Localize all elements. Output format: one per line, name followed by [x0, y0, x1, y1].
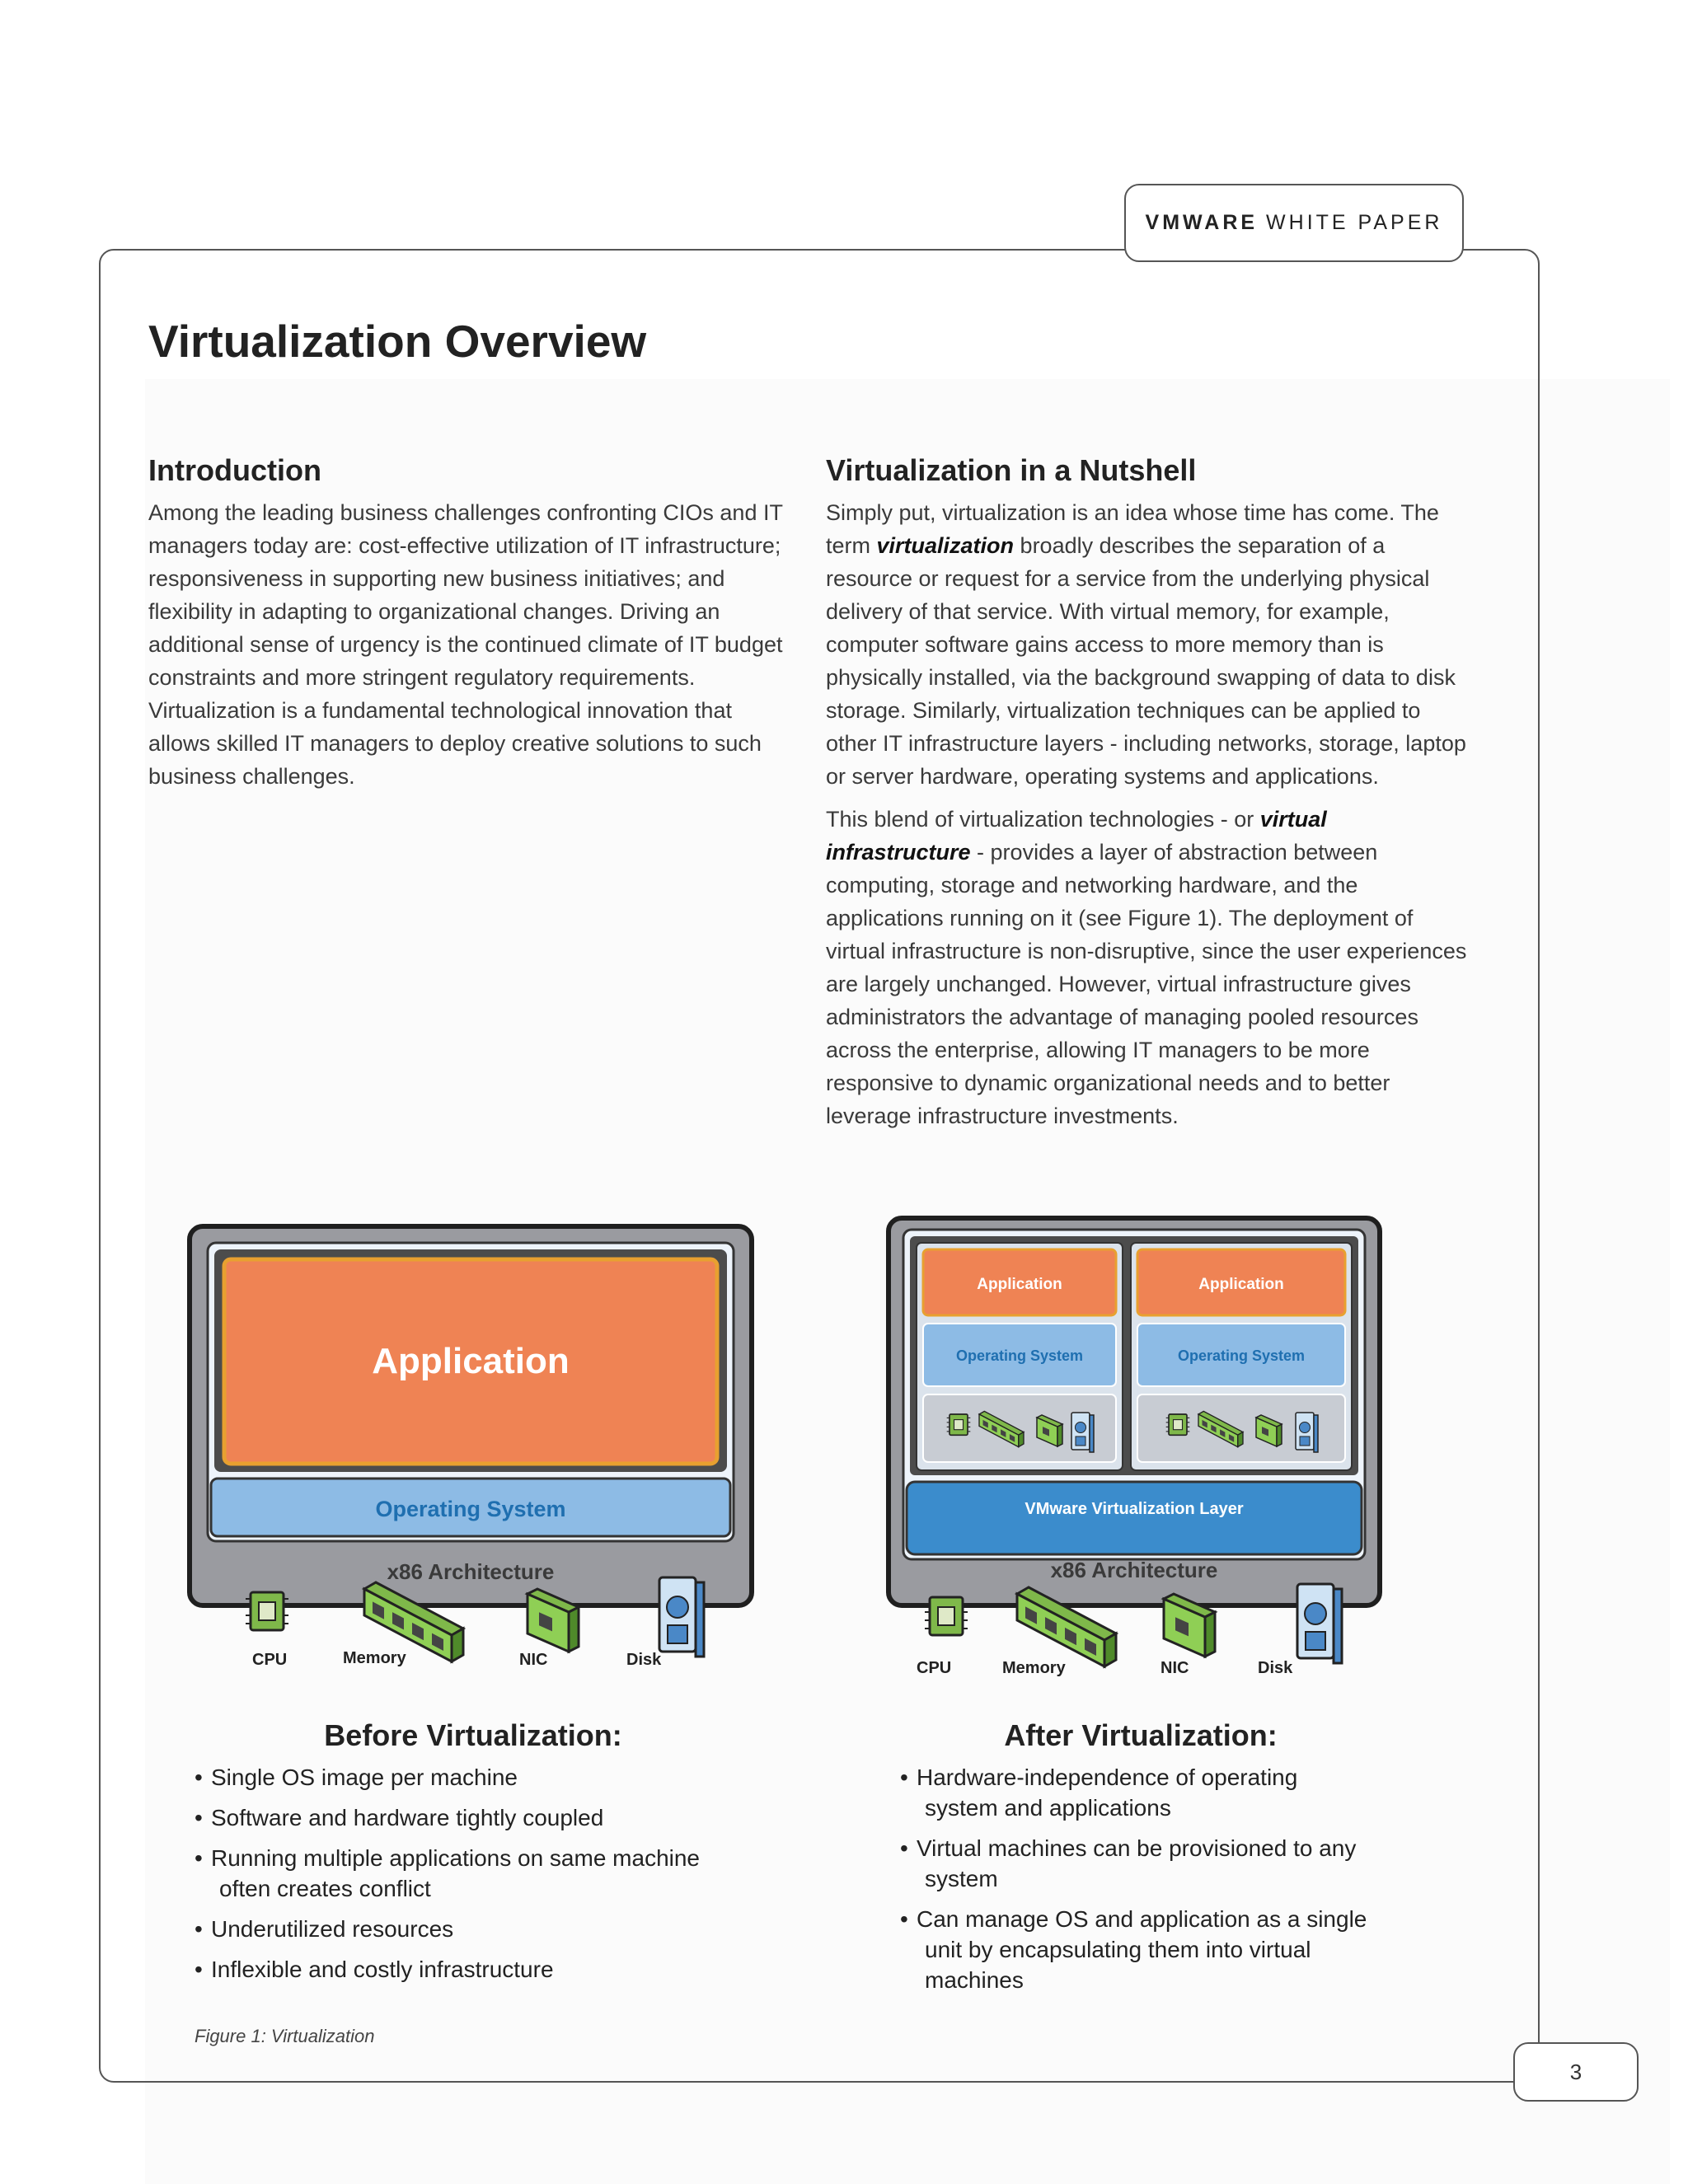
introduction-heading: Introduction [148, 453, 321, 487]
x86-architecture-label: x86 Architecture [387, 1559, 555, 1584]
disk-icon [1297, 1584, 1342, 1663]
after-heading: After Virtualization: [1004, 1718, 1278, 1752]
vm1-disk-icon [1071, 1413, 1094, 1452]
nic-label: NIC [1160, 1659, 1189, 1677]
vm2-application-label: Application [1198, 1276, 1284, 1293]
after-virtualization-diagram [880, 1210, 1400, 1688]
list-item: • Can manage OS and application as a single unit by encapsulating them into virtual machines [903, 1904, 1414, 1995]
vm2-os-label: Operating System [1177, 1347, 1306, 1364]
virtualization-layer-label: VMware Virtualization Layer [1025, 1500, 1244, 1518]
memory-label: Memory [343, 1649, 406, 1667]
after-bullets [903, 1762, 1414, 2005]
nic-label: NIC [519, 1651, 548, 1669]
page-number: 3 [1569, 2059, 1582, 2084]
virtualization-layer-block [907, 1482, 1362, 1554]
vm2-cpu-icon [1166, 1414, 1190, 1435]
header-tab [1124, 184, 1464, 262]
list-item: • Inflexible and costly infrastructure [198, 1954, 758, 1985]
list-item: • Software and hardware tightly coupled [198, 1802, 758, 1833]
application-label: Application [372, 1341, 570, 1381]
nutshell-p2-text-a: This blend of virtualization technologies - or [826, 807, 1260, 832]
introduction-section [148, 453, 799, 803]
brand-name: VMWARE [1145, 211, 1259, 234]
os-label: Operating System [375, 1497, 566, 1521]
nutshell-p1-text-b: broadly describes the separation of a resource or request for a service from the underlying physical delivery of that service. With virtual memory, for example, computer software gains access to more memory than is physically installed, via the background swapping of data to disk storage. Similarly, virtualization techniques can be applied to other IT infrastructure layers - including networks, storage, laptop or server hardware, operating systems and applications. [826, 533, 1466, 789]
list-item: • Underutilized resources [198, 1914, 758, 1944]
disk-label: Disk [1258, 1659, 1293, 1677]
cpu-icon [246, 1592, 288, 1630]
page-number-tab [1513, 2042, 1639, 2102]
disk-label: Disk [626, 1651, 662, 1669]
list-item: • Hardware-independence of operating system and applications [903, 1762, 1414, 1823]
memory-label: Memory [1002, 1659, 1066, 1677]
nutshell-paragraph-2 [826, 803, 1477, 1132]
cpu-icon [925, 1597, 968, 1635]
introduction-paragraph: Among the leading business challenges confronting CIOs and IT managers today are: cost-effective utilization of IT infrastructure; responsiveness in supporting new business initiatives; and flexibility in adapting to organizational changes. Driving an additional sense of urgency is the continued climate of IT budget constraints and more stringent regulatory requirements. Virtualization is a fundamental technological innovation that allows skilled IT managers to deploy creative solutions to such business challenges. [148, 500, 783, 789]
x86-architecture-label: x86 Architecture [1050, 1558, 1218, 1582]
cpu-label: CPU [917, 1659, 952, 1677]
list-item: • Virtual machines can be provisioned to any system [903, 1833, 1414, 1894]
nutshell-paragraph-1 [826, 496, 1477, 793]
page-title: Virtualization Overview [148, 316, 647, 367]
term-virtualization: virtualization [876, 533, 1015, 558]
before-bullets [198, 1762, 758, 1994]
vm1-cpu-icon [947, 1414, 971, 1435]
vm1-os-label: Operating System [955, 1347, 1084, 1364]
doc-type-label: WHITE PAPER [1266, 211, 1443, 234]
nutshell-heading: Virtualization in a Nutshell [826, 453, 1197, 487]
before-virtualization-diagram [181, 1218, 767, 1680]
figure-caption: Figure 1: Virtualization [195, 2026, 375, 2046]
nutshell-p1-text-a: Simply put, virtualization is an idea whose time has come. The term [826, 500, 1439, 558]
vm2-disk-icon [1296, 1413, 1318, 1452]
term-virtual-infrastructure: virtual infrastructure [826, 807, 1327, 865]
disk-icon [659, 1577, 704, 1657]
vm1-application-label: Application [977, 1276, 1062, 1293]
nutshell-section [826, 453, 1477, 1142]
list-item: • Running multiple applications on same machine often creates conflict [198, 1843, 758, 1904]
nutshell-p2-text-b: - provides a layer of abstraction between computing, storage and networking hardware, and the applications running on it (see Figure 1). The deployment of virtual infrastructure is non-disruptive, since the user experiences are largely unchanged. However, virtual infrastructure gives administrators the advantage of managing pooled resources across the enterprise, allowing IT managers to be more responsive to dynamic organizational needs and to better leverage infrastructure investments. [826, 840, 1467, 1128]
before-heading: Before Virtualization: [324, 1718, 622, 1752]
cpu-label: CPU [252, 1651, 288, 1669]
list-item: • Single OS image per machine [198, 1762, 758, 1793]
